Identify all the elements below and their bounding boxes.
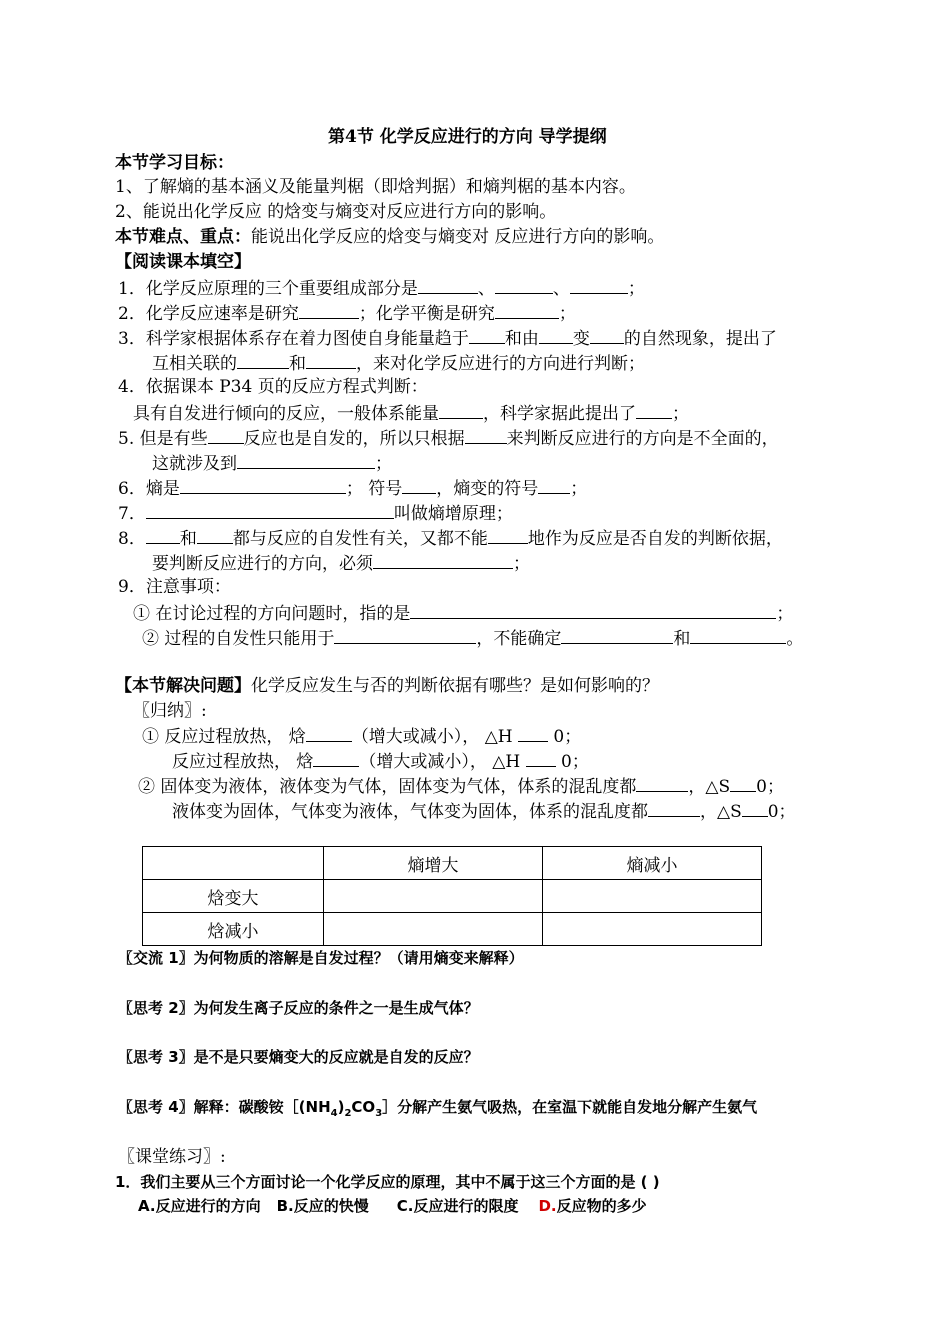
summary-row-4 <box>172 799 796 823</box>
option-d[interactable] <box>538 1197 646 1215</box>
blank[interactable] <box>742 799 768 817</box>
question-7 <box>118 501 513 525</box>
question-8-cont <box>152 551 530 575</box>
keypoints-label: 本节难点、重点： <box>115 227 251 247</box>
solve-text: 化学反应发生与否的判断依据有哪些？是如何影响的？ <box>251 676 659 696</box>
summary-text: 反应过程放热， 焓 <box>172 752 314 772</box>
option-d-text: 反应物的多少 <box>556 1197 647 1215</box>
blank[interactable] <box>402 476 436 494</box>
question-6 <box>118 476 587 500</box>
q6-end: ； <box>570 479 588 499</box>
q9-text: 和 <box>673 629 691 649</box>
summary-text: 0； <box>555 752 589 772</box>
subscript: 2 <box>344 1108 352 1119</box>
blank[interactable] <box>465 426 507 444</box>
summary-text: ② 固体变为液体，液体变为气体，固体变为气体，体系的混乱度都 <box>138 777 637 797</box>
thinking-4 <box>118 1096 757 1125</box>
q5-text: 来判断反应进行的方向是不全面的， <box>506 429 779 449</box>
q3-text: 互相关联的 <box>152 354 237 374</box>
q1-text: 1．化学反应原理的三个重要组成部分是 <box>118 279 418 299</box>
question-5-cont <box>152 451 392 475</box>
thinking-4-text: ) <box>337 1098 345 1116</box>
q3-text: 3．科学家根据体系存在着力图使自身能量趋于 <box>118 329 469 349</box>
summary-text: （增大或减小）， △H <box>359 752 526 772</box>
blank[interactable] <box>197 526 233 544</box>
question-9-item-1 <box>133 601 793 625</box>
question-8 <box>118 526 783 550</box>
question-9-item-2 <box>142 626 803 650</box>
q6-text: 6．熵是 <box>118 479 180 499</box>
question-4-cont <box>133 401 689 425</box>
table-header-cell: 熵减小 <box>543 847 762 880</box>
blank[interactable] <box>313 749 359 767</box>
enthalpy-entropy-table <box>142 846 762 946</box>
q2-text: 2．化学反应速率是研究 <box>118 304 299 324</box>
blank[interactable] <box>636 774 688 792</box>
q1-sep: 、 <box>552 279 570 299</box>
blank[interactable] <box>208 426 244 444</box>
q4-text: ，科学家据此提出了 <box>483 404 636 424</box>
blank[interactable] <box>410 601 776 619</box>
table-header-cell <box>143 847 324 880</box>
summary-text: 0； <box>767 802 796 822</box>
q9-text: ② 过程的自发性只能用于 <box>142 629 335 649</box>
blank[interactable] <box>469 326 505 344</box>
q1-sep: 、 <box>477 279 495 299</box>
blank[interactable] <box>538 476 570 494</box>
summary-text: 液体变为固体，气体变为液体，气体变为固体，体系的混乱度都 <box>172 802 648 822</box>
summary-text: ① 反应过程放热， 焓 <box>142 727 306 747</box>
table-cell[interactable] <box>324 880 543 913</box>
goals-heading: 本节学习目标： <box>115 153 234 173</box>
question-2 <box>118 301 576 325</box>
goal-item-2: 2、能说出化学反应 的焓变与熵变对反应进行方向的影响。 <box>115 202 557 222</box>
q3-text: 和由 <box>504 329 539 349</box>
thinking-3: 〖思考 3〗是不是只要熵变大的反应就是自发的反应？ <box>118 1048 479 1066</box>
summary-row-2 <box>172 749 589 773</box>
q9-text: ，不能确定 <box>476 629 562 649</box>
page-title: 第4节 化学反应进行的方向 导学提纲 <box>328 127 607 147</box>
summary-text: ，△S <box>688 777 731 797</box>
summary-text: 0； <box>548 727 582 747</box>
blank[interactable] <box>237 351 289 369</box>
thinking-4-text: CO <box>351 1098 376 1116</box>
blank[interactable] <box>590 326 624 344</box>
blank[interactable] <box>690 626 786 644</box>
summary-text: （增大或减小）， △H <box>351 727 519 747</box>
q7-text: 7． <box>118 504 146 524</box>
summary-text: 0； <box>756 777 784 797</box>
q1-end: ； <box>627 279 645 299</box>
blank[interactable] <box>180 476 346 494</box>
blank[interactable] <box>439 401 483 419</box>
summary-row-3 <box>138 774 784 798</box>
keypoints-line <box>115 226 664 248</box>
table-cell[interactable] <box>543 913 762 946</box>
q6-text: ； 符号 <box>345 479 403 499</box>
summary-text: ，△S <box>700 802 742 822</box>
blank[interactable] <box>518 724 548 742</box>
q8-text: 都与反应的自发性有关，又都不能 <box>232 529 488 549</box>
blank[interactable] <box>648 799 700 817</box>
blank[interactable] <box>299 301 359 319</box>
blank[interactable] <box>146 501 394 519</box>
thinking-4-text: ］分解产生氨气吸热，在室温下就能自发地分解产生氨气 <box>382 1098 758 1116</box>
reading-heading: 【阅读课本填空】 <box>115 252 251 272</box>
question-1 <box>118 276 645 300</box>
option-b[interactable]: B.反应的快慢 <box>276 1197 369 1215</box>
q3-text: 变 <box>572 329 590 349</box>
blank[interactable] <box>539 326 573 344</box>
table-row <box>143 880 762 913</box>
blank[interactable] <box>146 526 180 544</box>
blank[interactable] <box>373 551 513 569</box>
question-5 <box>118 426 779 450</box>
thinking-2: 〖思考 2〗为何发生离子反应的条件之一是生成气体？ <box>118 999 479 1017</box>
option-c[interactable]: C.反应进行的限度 <box>396 1197 519 1215</box>
solve-line <box>115 675 659 697</box>
thinking-4-text: 〖思考 4〗解释：碳酸铵［(NH <box>118 1098 331 1116</box>
practice-question-1: 1．我们主要从三个方面讨论一个化学反应的原理，其中不属于这三个方面的是 ( ) <box>115 1173 660 1191</box>
question-4: 4．依据课本 P34 页的反应方程式判断： <box>118 377 428 397</box>
option-a[interactable]: A.反应进行的方向 <box>138 1197 261 1215</box>
q3-text: 和 <box>289 354 306 374</box>
q2-end: ； <box>558 304 576 324</box>
q5-text: 这就涉及到 <box>152 454 237 474</box>
blank[interactable] <box>636 401 672 419</box>
table-row-label: 焓变大 <box>143 880 324 913</box>
blank[interactable] <box>730 774 756 792</box>
q6-text: ，熵变的符号 <box>436 479 539 499</box>
question-3 <box>118 326 777 350</box>
q7-text: 叫做熵增原理； <box>393 504 513 524</box>
q5-text: 反应也是自发的，所以只根据 <box>243 429 465 449</box>
q3-text: 的自然现象，提出了 <box>623 329 777 349</box>
q5-end: ； <box>375 454 392 474</box>
blank[interactable] <box>418 276 478 294</box>
blank[interactable] <box>495 276 553 294</box>
practice-heading: 〖课堂练习〗: <box>118 1147 226 1167</box>
question-9: 9．注意事项： <box>118 577 231 597</box>
table-cell[interactable] <box>324 913 543 946</box>
summary-row-1 <box>142 724 581 748</box>
keypoints-text: 能说出化学反应的焓变与熵变对 反应进行方向的影响。 <box>251 227 665 247</box>
subscript: 3 <box>375 1108 383 1119</box>
question-3-cont <box>152 351 645 375</box>
q8-text: 要判断反应进行的方向，必须 <box>152 554 373 574</box>
q8-end: ； <box>513 554 530 574</box>
subscript: 4 <box>330 1108 338 1119</box>
goal-item-1: 1、了解熵的基本涵义及能量判椐（即焓判据）和熵判椐的基本内容。 <box>115 177 636 197</box>
q8-text: 和 <box>179 529 197 549</box>
table-row <box>143 913 762 946</box>
q8-text: 地作为反应是否自发的判断依据， <box>527 529 783 549</box>
q9-end: 。 <box>786 629 804 649</box>
table-cell[interactable] <box>543 880 762 913</box>
blank[interactable] <box>488 526 528 544</box>
q9-end: ； <box>776 604 794 624</box>
q3-text: ，来对化学反应进行的方向进行判断； <box>356 354 645 374</box>
blank[interactable] <box>237 451 375 469</box>
table-header-row <box>143 847 762 880</box>
table-row-label: 焓减小 <box>143 913 324 946</box>
blank[interactable] <box>570 276 628 294</box>
blank[interactable] <box>306 724 352 742</box>
q8-text: 8． <box>118 529 146 549</box>
blank[interactable] <box>306 351 356 369</box>
discussion-1: 〖交流 1〗为何物质的溶解是自发过程？（请用熵变来解释） <box>118 949 524 967</box>
practice-options <box>138 1195 647 1217</box>
q4-text: 具有自发进行倾向的反应，一般体系能量 <box>133 404 439 424</box>
blank[interactable] <box>495 301 559 319</box>
q2-text: ；化学平衡是研究 <box>358 304 495 324</box>
blank[interactable] <box>526 749 556 767</box>
option-d-letter: D. <box>538 1197 557 1215</box>
blank[interactable] <box>334 626 476 644</box>
summary-heading: 〖归纳〗: <box>133 701 207 721</box>
q4-end: ； <box>672 404 689 424</box>
solve-label: 【本节解决问题】 <box>115 676 251 696</box>
blank[interactable] <box>561 626 673 644</box>
q9-text: ① 在讨论过程的方向问题时，指的是 <box>133 604 411 624</box>
q5-text: 5. 但是有些 <box>118 429 208 449</box>
table-header-cell: 熵增大 <box>324 847 543 880</box>
